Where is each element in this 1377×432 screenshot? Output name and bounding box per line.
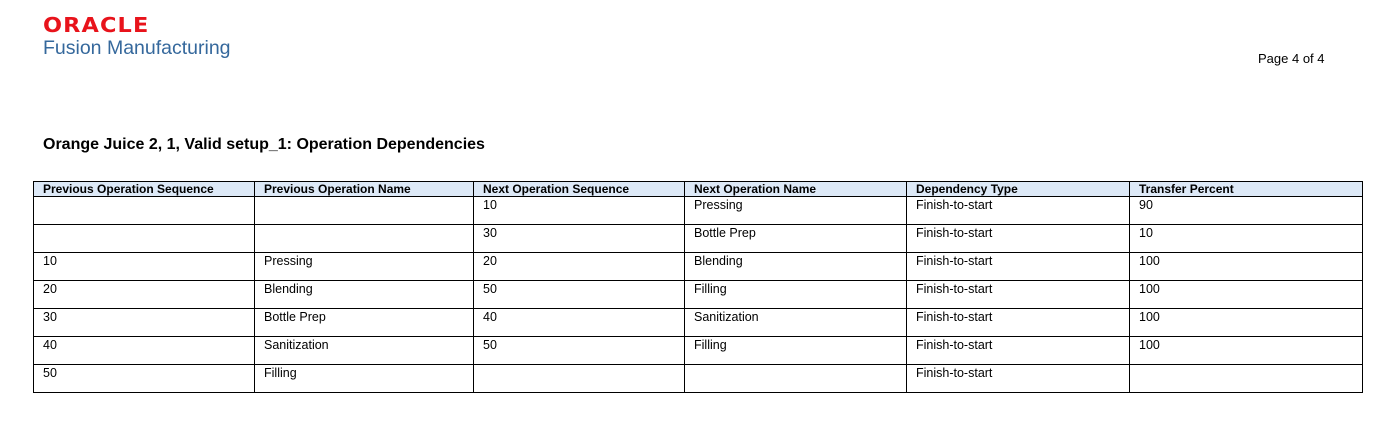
cell: Sanitization [685,309,907,337]
cell: 50 [474,337,685,365]
cell: 100 [1130,253,1363,281]
cell: Pressing [685,197,907,225]
cell: Finish-to-start [907,337,1130,365]
table-row [34,281,1363,309]
table-header-row [34,182,1363,197]
cell: Finish-to-start [907,281,1130,309]
cell: Pressing [255,253,474,281]
cell [34,197,255,225]
table-row [34,197,1363,225]
cell: 40 [474,309,685,337]
table-row [34,337,1363,365]
cell: 20 [474,253,685,281]
product-name: Fusion Manufacturing [43,37,231,59]
column-header: Previous Operation Sequence [34,182,255,197]
cell: Finish-to-start [907,365,1130,393]
cell: 100 [1130,309,1363,337]
brand-wordmark: ORACLE [43,13,150,37]
cell: 10 [474,197,685,225]
cell: Bottle Prep [255,309,474,337]
cell [685,365,907,393]
cell: 30 [474,225,685,253]
cell: 50 [474,281,685,309]
cell: Filling [255,365,474,393]
table-row [34,365,1363,393]
cell: 10 [34,253,255,281]
oracle-logo [43,14,231,60]
column-header: Dependency Type [907,182,1130,197]
table-row [34,225,1363,253]
column-header: Next Operation Name [685,182,907,197]
cell: 30 [34,309,255,337]
cell [255,197,474,225]
table-row [34,309,1363,337]
cell [474,365,685,393]
cell: 50 [34,365,255,393]
cell: 40 [34,337,255,365]
cell: Bottle Prep [685,225,907,253]
cell: Blending [685,253,907,281]
cell: Filling [685,337,907,365]
column-header: Transfer Percent [1130,182,1363,197]
cell: Blending [255,281,474,309]
cell: Finish-to-start [907,197,1130,225]
operation-dependencies-table [33,181,1363,393]
cell: 100 [1130,337,1363,365]
cell: Finish-to-start [907,253,1130,281]
table-row [34,253,1363,281]
cell: 10 [1130,225,1363,253]
cell [255,225,474,253]
cell [34,225,255,253]
cell: 20 [34,281,255,309]
cell: 100 [1130,281,1363,309]
section-title: Orange Juice 2, 1, Valid setup_1: Operation Dependencies [43,136,485,153]
column-header: Previous Operation Name [255,182,474,197]
column-header: Next Operation Sequence [474,182,685,197]
cell: Finish-to-start [907,309,1130,337]
cell: Finish-to-start [907,225,1130,253]
cell: 90 [1130,197,1363,225]
cell: Filling [685,281,907,309]
page-indicator: Page 4 of 4 [1258,51,1325,66]
cell: Sanitization [255,337,474,365]
cell [1130,365,1363,393]
